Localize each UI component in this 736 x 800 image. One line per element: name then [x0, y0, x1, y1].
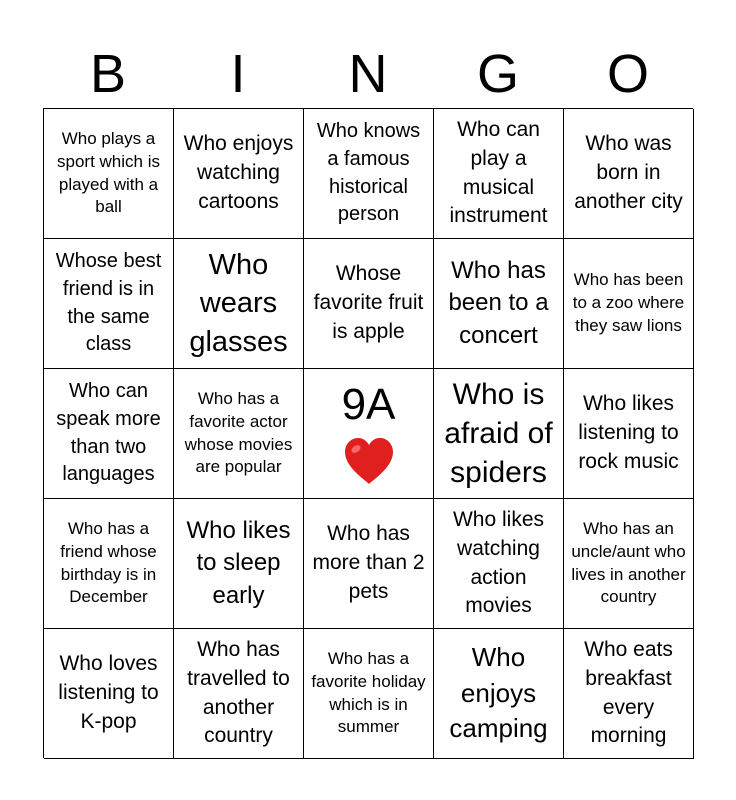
cell-text: Who enjoys camping [449, 641, 548, 744]
cell-text: Who knows a famous historical person [316, 120, 421, 226]
bingo-cell[interactable] [174, 629, 304, 759]
cell-text: Who likes watching action movies [452, 507, 545, 618]
bingo-cell[interactable] [434, 499, 564, 629]
cell-text: Whose best friend is in the same class [55, 250, 162, 356]
bingo-cell[interactable] [434, 109, 564, 239]
header-letter-o: O [606, 44, 649, 104]
free-space-label: 9A [341, 379, 396, 429]
cell-text: Who has a favorite holiday which is in summer [311, 648, 426, 737]
cell-text: Who was born in another city [574, 132, 683, 213]
bingo-cell[interactable] [174, 499, 304, 629]
cell-text: Whose favorite fruit is apple [313, 262, 424, 343]
header-letter-i: I [230, 44, 246, 104]
bingo-cell[interactable] [44, 629, 174, 759]
header-letter-n: N [348, 44, 388, 104]
bingo-cell[interactable] [174, 109, 304, 239]
header-letter-g: G [476, 44, 519, 104]
cell-text: Who loves listening to K-pop [58, 652, 159, 733]
bingo-cell[interactable] [174, 239, 304, 369]
bingo-header [43, 40, 693, 108]
bingo-cell[interactable] [44, 109, 174, 239]
cell-text: Who has a favorite actor whose movies are popular [184, 388, 293, 477]
cell-text: Who enjoys watching cartoons [183, 132, 294, 213]
bingo-cell[interactable] [434, 239, 564, 369]
cell-text: Who likes listening to rock music [578, 392, 679, 473]
bingo-cell[interactable] [434, 629, 564, 759]
cell-text: Who has travelled to another country [187, 637, 290, 748]
bingo-cell[interactable] [434, 369, 564, 499]
bingo-cell[interactable] [304, 499, 434, 629]
bingo-cell[interactable] [44, 499, 174, 629]
cell-text: Who has more than 2 pets [312, 522, 425, 603]
bingo-cell[interactable] [304, 239, 434, 369]
cell-text: Who has been to a zoo where they saw lions [572, 270, 685, 335]
bingo-grid [43, 108, 693, 758]
bingo-cell[interactable] [44, 239, 174, 369]
cell-text: Who can play a musical instrument [449, 117, 548, 228]
cell-text: Who plays a sport which is played with a ball [57, 128, 160, 217]
cell-text: Who wears glasses [189, 248, 288, 358]
bingo-cell[interactable] [564, 239, 694, 369]
bingo-cell[interactable] [304, 109, 434, 239]
bingo-cell[interactable] [44, 369, 174, 499]
bingo-cell[interactable] [564, 369, 694, 499]
cell-text: Who has been to a concert [448, 256, 549, 349]
header-letter-b: B [89, 44, 127, 104]
bingo-cell[interactable] [304, 629, 434, 759]
cell-text: Who has a friend whose birthday is in December [60, 518, 157, 607]
bingo-cell[interactable] [174, 369, 304, 499]
cell-text: Who likes to sleep early [186, 516, 291, 609]
cell-text: Who can speak more than two languages [56, 380, 161, 486]
heart-icon [342, 436, 396, 486]
bingo-cell[interactable] [564, 629, 694, 759]
cell-text: Who eats breakfast every morning [584, 637, 673, 748]
cell-text: Who is afraid of spiders [444, 378, 553, 489]
cell-text: Who has an uncle/aunt who lives in another country [571, 518, 686, 607]
free-space-cell[interactable] [304, 369, 434, 499]
bingo-cell[interactable] [564, 109, 694, 239]
bingo-cell[interactable] [564, 499, 694, 629]
